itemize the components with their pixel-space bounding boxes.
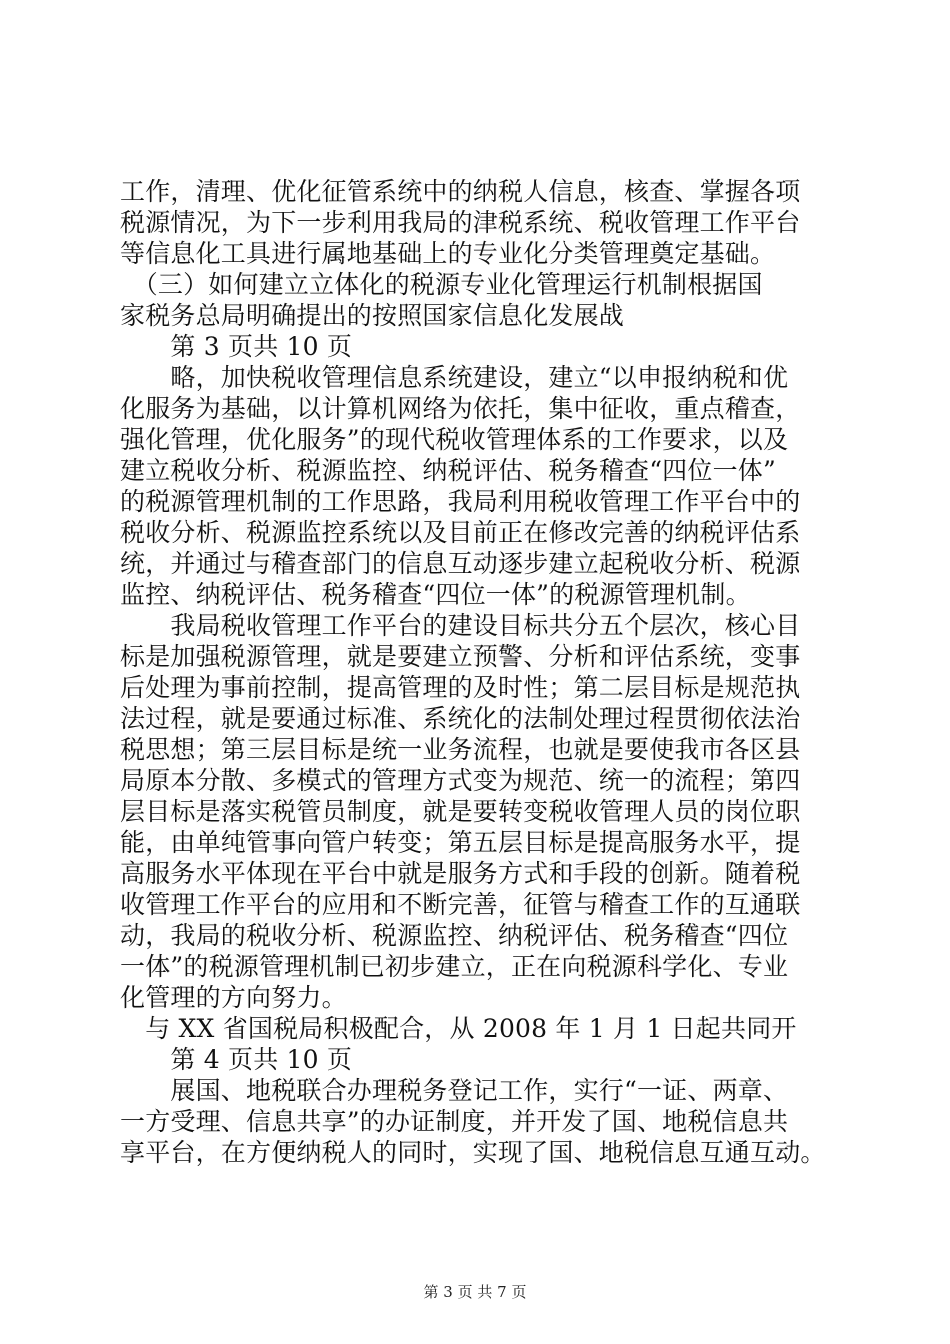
text-line: 一方受理、信息共享”的办证制度，并开发了国、地税信息共 <box>120 1107 789 1136</box>
text-line: 统，并通过与稽查部门的信息互动逐步建立起税收分析、税源 <box>120 549 801 578</box>
text-line: 收管理工作平台的应用和不断完善，征管与稽查工作的互通联 <box>120 890 801 919</box>
text-line: 动，我局的税收分析、税源监控、纳税评估、税务稽查“四位 <box>120 921 789 950</box>
text-line: 后处理为事前控制，提高管理的及时性；第二层目标是规范执 <box>120 673 801 702</box>
text-line: 等信息化工具进行属地基础上的专业化分类管理奠定基础。 <box>120 239 776 268</box>
text-line: 高服务水平体现在平台中就是服务方式和手段的创新。随着税 <box>120 859 801 888</box>
text-line: 略，加快税收管理信息系统建设，建立“以申报纳税和优 <box>120 363 789 392</box>
text-line: 强化管理，优化服务”的现代税收管理体系的工作要求，以及 <box>120 425 789 454</box>
text-line: 化服务为基础，以计算机网络为依托，集中征收，重点稽查， <box>120 394 801 423</box>
text-line: 标是加强税源管理，就是要建立预警、分析和评估系统，变事 <box>120 642 801 671</box>
text-line: 展国、地税联合办理税务登记工作，实行“一证、两章、 <box>120 1076 789 1105</box>
text-line: 化管理的方向努力。 <box>120 983 347 1012</box>
text-line: 第 4 页共 10 页 <box>120 1045 353 1074</box>
text-line: 监控、纳税评估、税务稽查“四位一体”的税源管理机制。 <box>120 580 751 609</box>
text-line: 局原本分散、多模式的管理方式变为规范、统一的流程；第四 <box>120 766 801 795</box>
text-line: 享平台，在方便纳税人的同时，实现了国、地税信息互通互动。 <box>120 1138 826 1167</box>
page-footer: 第 3 页 共 7 页 <box>423 1283 527 1301</box>
text-line: （三）如何建立立体化的税源专业化管理运行机制根据国 <box>120 270 763 299</box>
text-line: 税源情况，为下一步利用我局的津税系统、税收管理工作平台 <box>120 208 801 237</box>
text-line: 税思想；第三层目标是统一业务流程，也就是要使我市各区县 <box>120 735 801 764</box>
text-line: 能，由单纯管事向管户转变；第五层目标是提高服务水平，提 <box>120 828 801 857</box>
text-line: 的税源管理机制的工作思路，我局利用税收管理工作平台中的 <box>120 487 801 516</box>
text-line: 与 XX 省国税局积极配合，从 2008 年 1 月 1 日起共同开 <box>120 1014 797 1043</box>
text-line: 一体”的税源管理机制已初步建立，正在向税源科学化、专业 <box>120 952 789 981</box>
body-text <box>120 176 850 1168</box>
text-line: 我局税收管理工作平台的建设目标共分五个层次，核心目 <box>120 611 801 640</box>
text-line: 建立税收分析、税源监控、纳税评估、税务稽查“四位一体” <box>120 456 776 485</box>
text-line: 第 3 页共 10 页 <box>120 332 353 361</box>
text-line: 税收分析、税源监控系统以及目前正在修改完善的纳税评估系 <box>120 518 801 547</box>
text-line: 家税务总局明确提出的按照国家信息化发展战 <box>120 301 625 330</box>
text-line: 层目标是落实税管员制度，就是要转变税收管理人员的岗位职 <box>120 797 801 826</box>
text-line: 法过程，就是要通过标准、系统化的法制处理过程贯彻依法治 <box>120 704 801 733</box>
text-line: 工作，清理、优化征管系统中的纳税人信息，核查、掌握各项 <box>120 177 801 206</box>
